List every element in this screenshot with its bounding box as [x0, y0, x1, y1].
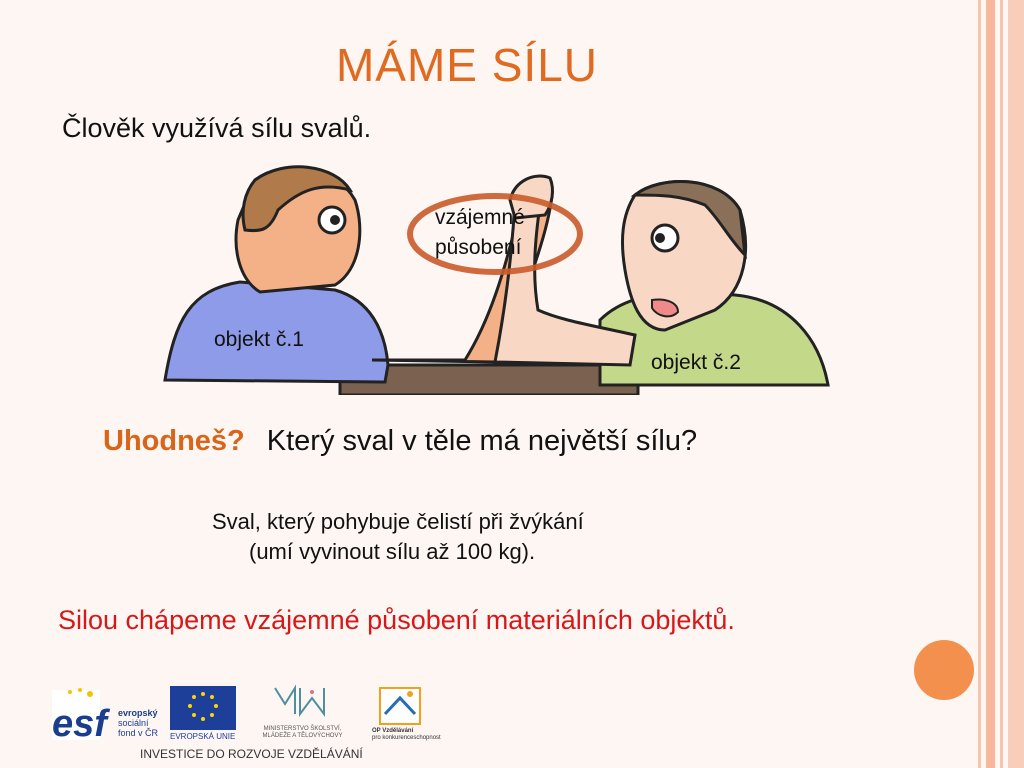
svg-text:esf: esf: [52, 703, 107, 745]
eu-flag-logo: [170, 686, 236, 730]
esf-text: evropský sociální fond v ČR: [118, 708, 159, 738]
answer-line-1: Sval, který pohybuje čelistí při žvýkání: [212, 509, 584, 534]
decor-stripe-2: [986, 0, 995, 768]
decor-stripe-4: [1008, 0, 1024, 768]
question-highlight: Uhodneš?: [103, 425, 245, 457]
label-object-1: objekt č.1: [214, 328, 304, 351]
decor-stripe-3: [1000, 0, 1003, 768]
op-logo: [380, 688, 420, 724]
answer-line-2: (umí vyvinout sílu až 100 kg).: [249, 539, 536, 564]
decor-circle: [914, 640, 974, 700]
slide-subtitle: Člověk využívá sílu svalů.: [62, 113, 372, 143]
msmt-logo: [275, 688, 324, 714]
definition-text: Silou chápeme vzájemné působení materiálních objektů.: [58, 605, 735, 635]
eu-label: EVROPSKÁ UNIE: [170, 732, 236, 741]
question-text: Který sval v těle má největší sílu?: [266, 425, 698, 457]
msmt-label: MINISTERSTVO ŠKOLSTVÍ, MLÁDEŽE A TĚLOVÝCHOVY: [262, 726, 343, 739]
footer-caption: INVESTICE DO ROZVOJE VZDĚLÁVÁNÍ: [140, 747, 363, 761]
esf-logo: [52, 688, 110, 745]
label-object-2: objekt č.2: [651, 351, 741, 374]
label-interaction-line2: působení: [435, 236, 522, 259]
decor-stripe-1: [978, 0, 981, 768]
op-label: OP Vzdělávání pro konkurenceschopnost: [372, 728, 441, 741]
answer: [212, 507, 584, 567]
question: [103, 425, 697, 458]
slide-title: MÁME SÍLU: [335, 39, 599, 91]
label-interaction-line1: vzájemné: [435, 206, 525, 229]
